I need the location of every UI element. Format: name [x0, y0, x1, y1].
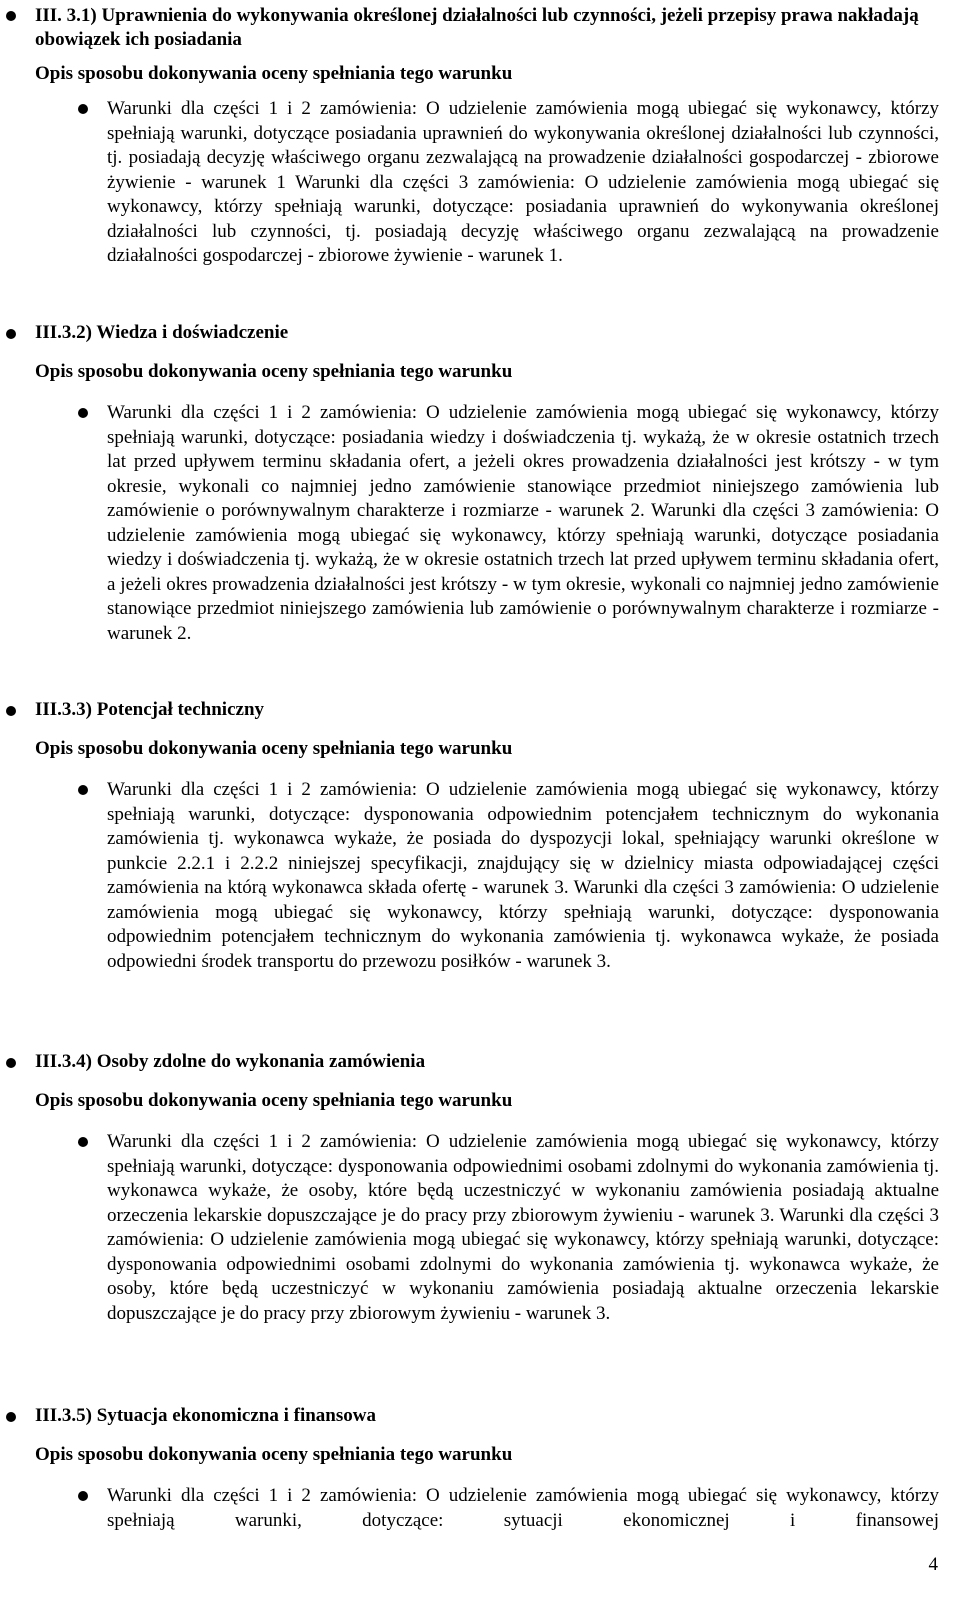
opis-heading: Opis sposobu dokonywania oceny spełniania tego warunku	[35, 361, 513, 382]
bullet	[78, 785, 88, 795]
opis-heading: Opis sposobu dokonywania oceny spełniania tego warunku	[35, 1444, 513, 1465]
opis-heading: Opis sposobu dokonywania oceny spełniania tego warunku	[35, 738, 513, 759]
bullet	[6, 329, 16, 339]
condition-text: Warunki dla części 1 i 2 zamówienia: O udzielenie zamówienia mogą ubiegać się wykonawcy, którzy spełniają warunki, dotyczące: dysponowania odpowiednimi osobami zdolnymi do wykonania zamówienia tj. wykonawca wykaże, że osoby, które będą uczestniczyć w wykonaniu zamówienia posiadają aktualne orzeczenia lekarskie dopuszczające je do pracy przy zbiorowym żywieniu - warunek 3. Warunki dla części 3 zamówienia: O udzielenie zamówienia mogą ubiegać się wykonawcy, którzy spełniają warunki, dotyczące: dysponowania odpowiednimi osobami zdolnymi do wykonania zamówienia tj. wykonawca wykaże, że osoby, które będą uczestniczyć w wykonaniu zamówienia posiadają aktualne orzeczenia lekarskie dopuszczające je do pracy przy zbiorowym żywieniu - warunek 3.	[107, 1131, 939, 1324]
section-heading	[35, 4, 940, 52]
bullet	[78, 1137, 88, 1147]
section-heading: III.3.3) Potencjał techniczny	[35, 699, 265, 720]
section-number: III. 3.1)	[35, 5, 97, 26]
condition-text: Warunki dla części 1 i 2 zamówienia: O udzielenie zamówienia mogą ubiegać się wykonawcy, którzy spełniają warunki, dotyczące: sytuacji ekonomicznej i finansowej	[107, 1485, 939, 1531]
condition-text: Warunki dla części 1 i 2 zamówienia: O udzielenie zamówienia mogą ubiegać się wykonawcy, którzy spełniają warunki, dotyczące: posiadania wiedzy i doświadczenia tj. wykażą, że w okresie ostatnich trzech lat przed upływem terminu składania ofert, a jeżeli okres prowadzenia działalności jest krótszy - w tym okresie, wykonali co najmniej jedno zamówienie stanowiące przedmiot niniejszego zamówienia lub zamówienie o porównywalnym charakterze i rozmiarze - warunek 2. Warunki dla części 3 zamówienia: O udzielenie zamówienia mogą ubiegać się wykonawcy, którzy spełniają warunki, dotyczące posiadania wiedzy i doświadczenia tj. wykażą, że w okresie ostatnich trzech lat przed upływem terminu składania ofert, a jeżeli okres prowadzenia działalności jest krótszy - w tym okresie, wykonali co najmniej jedno zamówienie stanowiące przedmiot niniejszego zamówienia lub zamówienie o porównywalnym charakterze i rozmiarze - warunek 2.	[107, 402, 939, 644]
bullet	[6, 1412, 16, 1422]
opis-heading: Opis sposobu dokonywania oceny spełniania tego warunku	[35, 1090, 513, 1111]
bullet	[6, 11, 16, 21]
section-title: Uprawnienia do wykonywania określonej działalności lub czynności, jeżeli przepisy prawa nakładają obowiązek ich posiadania	[35, 5, 919, 50]
bullet	[78, 408, 88, 418]
section-heading: III.3.5) Sytuacja ekonomiczna i finansowa	[35, 1405, 376, 1426]
page-number: 4	[928, 1554, 938, 1575]
condition-text: Warunki dla części 1 i 2 zamówienia: O udzielenie zamówienia mogą ubiegać się wykonawcy, którzy spełniają warunki, dotyczące posiadania uprawnień do wykonywania określonej działalności lub czynności, tj. posiadają decyzję właściwego organu zezwalającą na prowadzenie działalności gospodarczej - zbiorowe żywienie - warunek 1 Warunki dla części 3 zamówienia: O udzielenie zamówienia mogą ubiegać się wykonawcy, którzy spełniają warunki, dotyczące: posiadania uprawnień do wykonywania określonej działalności lub czynności, tj. posiadają decyzję właściwego organu zezwalającą na prowadzenie działalności gospodarczej - zbiorowe żywienie - warunek 1.	[107, 98, 939, 266]
bullet	[6, 706, 16, 716]
bullet	[6, 1058, 16, 1068]
opis-heading: Opis sposobu dokonywania oceny spełniania tego warunku	[35, 63, 513, 84]
bullet	[78, 104, 88, 114]
condition-text: Warunki dla części 1 i 2 zamówienia: O udzielenie zamówienia mogą ubiegać się wykonawcy, którzy spełniają warunki, dotyczące: dysponowania odpowiednim potencjałem technicznym do wykonania zamówienia tj. wykonawca wykaże, że posiada do dyspozycji lokal, spełniający warunki określone w punkcie 2.2.1 i 2.2.2 niniejszej specyfikacji, znajdujący się w dzielnicy miasta odpowiadającej części zamówienia na którą wykonawca składa ofertę - warunek 3. Warunki dla części 3 zamówienia: O udzielenie zamówienia mogą ubiegać się wykonawcy, którzy spełniają warunki, dotyczące: dysponowania odpowiednim potencjałem technicznym do wykonania zamówienia tj. wykonawca wykaże, że posiada odpowiedni środek transportu do przewozu posiłków - warunek 3.	[107, 779, 939, 972]
bullet	[78, 1491, 88, 1501]
section-heading: III.3.2) Wiedza i doświadczenie	[35, 322, 289, 343]
section-heading: III.3.4) Osoby zdolne do wykonania zamówienia	[35, 1051, 426, 1072]
